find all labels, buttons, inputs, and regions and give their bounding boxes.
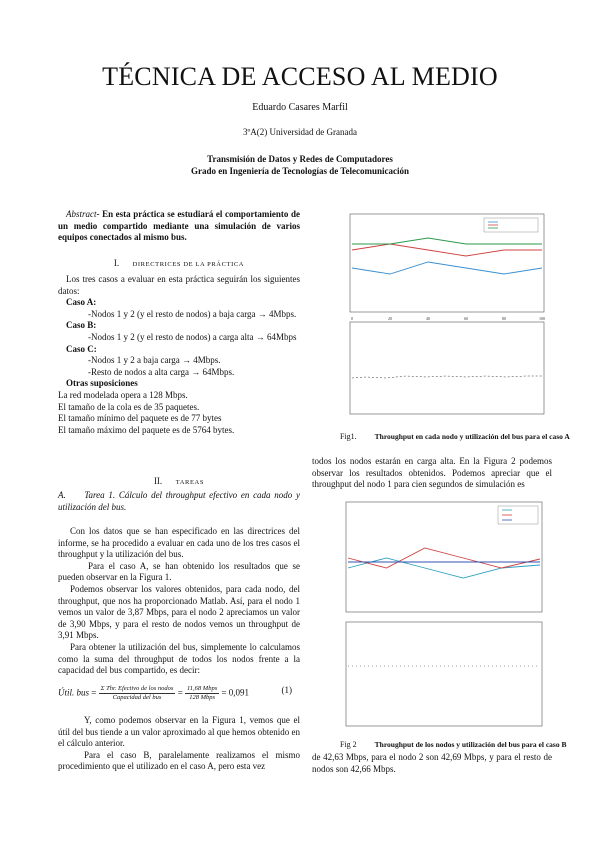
section-2-body bbox=[58, 526, 300, 677]
right-paragraph-1: todos los nodos estarán en carga alta. En la Figura 2 podemos observar los resultados obtenidos. Podemos apreciar que el throughput del nodo 1 para cien segundos de simulación es bbox=[312, 456, 552, 490]
fig2-caption-text: Throughput de los nodos y utilización del bus para el caso B bbox=[374, 740, 567, 749]
fig1-label: Fig1. bbox=[340, 432, 357, 441]
otras-label: Otras suposiciones bbox=[66, 378, 138, 389]
fig1-xtick-label: 100 bbox=[539, 316, 545, 321]
fig1-xtick-label: 0 bbox=[351, 316, 353, 321]
fig1-caption-text: Throughput en cada nodo y utilización del bus para el caso A bbox=[374, 432, 570, 441]
right-paragraph-2: de 42,63 Mbps, para el nodo 2 son 42,69 Mbps, y para el resto de nodos son 42,66 Mbps. bbox=[312, 752, 552, 774]
otras-item-2: El tamaño de la cola es de 35 paquetes. bbox=[58, 401, 200, 412]
eq-num-2: 11,68 Mbps bbox=[187, 685, 218, 692]
fig2-utilization-panel bbox=[346, 622, 542, 726]
course-line-1: Transmisión de Datos y Redes de Computadores bbox=[207, 154, 393, 164]
task-heading bbox=[58, 490, 300, 513]
figure-1-caption bbox=[340, 432, 570, 441]
fig1-utilization-panel bbox=[350, 322, 544, 414]
section-1-title: DIRECTRICES DE LA PRÁCTICA bbox=[132, 261, 245, 268]
section-1-body: Los tres casos a evaluar en esta práctica seguirán los siguientes datos: Caso A: -Nodos 1 y 2 (y el resto de nodos) a baja carga → 4Mbps. Caso B: -Nodos 1 y 2 (y el resto de nodos) a carga alta → 64Mbps Caso C: -Nodos 1 y 2 a baja carga → 4Mbps. -Resto de nodos a alta carga → 64Mbps. Otras suposiciones La red modelada opera a 128 Mbps. El tamaño de la cola es de 35 paquetes. El tamaño mínimo del paquete es de 77 bytes El tamaño máximo del paquete es de 5764 bytes. bbox=[58, 274, 300, 435]
task-title: Tarea 1. Cálculo del throughput efectivo en cada nodo y utilización del bus. bbox=[58, 490, 300, 512]
section-1-intro: Los tres casos a evaluar en esta práctica seguirán los siguientes datos: bbox=[58, 274, 300, 296]
paper-title: TÉCNICA DE ACCESO AL MEDIO bbox=[102, 62, 498, 91]
eq-fraction-1 bbox=[99, 685, 176, 702]
otras-item-1: La red modelada opera a 128 Mbps. bbox=[58, 389, 188, 400]
section-2-heading bbox=[58, 476, 300, 489]
course-info bbox=[0, 153, 600, 177]
abstract bbox=[58, 209, 300, 244]
fig2-label: Fig 2 bbox=[340, 740, 357, 749]
case-c-line-2: -Resto de nodos a alta carga → 64Mbps. bbox=[88, 366, 235, 377]
paragraph-5: Y, como podemos observar en la Figura 1, vemos que el útil del bus tiende a un valor aproximado al que hemos obtenido en el cálculo anterior. bbox=[58, 715, 300, 749]
case-c-label: Caso C bbox=[66, 343, 94, 354]
section-1-numeral: I. bbox=[113, 258, 120, 268]
otras-item-4: El tamaño máximo del paquete es de 5764 bytes. bbox=[58, 424, 235, 435]
eq-den-2: 128 Mbps bbox=[189, 694, 216, 701]
fig1-xtick-label: 80 bbox=[502, 316, 506, 321]
fig1-throughput-panel bbox=[350, 214, 545, 321]
abstract-label: Abstract bbox=[66, 209, 97, 219]
case-c-line-1: -Nodos 1 y 2 a baja carga → 4Mbps. bbox=[88, 355, 221, 366]
course-line-2: Grado en Ingeniería de Tecnologías de Telecomunicación bbox=[190, 166, 409, 176]
case-b-label: Caso B bbox=[66, 320, 94, 331]
abstract-text: - En esta práctica se estudiará el comportamiento de un medio compartido mediante una simulación de varios equipos conectados al mismo bus. bbox=[58, 209, 300, 243]
eq-num-1: Σ Thr. Efectivo de los nodos bbox=[100, 685, 174, 692]
section-2-body-2 bbox=[58, 715, 300, 773]
eq-den-1: Capacidad del bus bbox=[112, 694, 162, 701]
author-name: Eduardo Casares Marfil bbox=[252, 102, 348, 113]
eq-lhs: Útil. bus bbox=[58, 687, 90, 698]
fig1-xtick-label: 40 bbox=[426, 316, 430, 321]
paragraph-2: Para el caso A, se han obtenido los resultados que se pueden observar en la Figura 1. bbox=[58, 560, 300, 583]
paragraph-3: Podemos observar los valores obtenidos, para cada nodo, del throughput, que nos ha proporcionado Matlab. Así, para el nodo 1 vemos un valor de 3,87 Mbps, para el nodo 2 apreciamos un valor de 3,90 Mbps, y para el resto de nodos vemos un throughput de 3,91 Mbps. bbox=[58, 583, 300, 641]
eq-result: = 0,091 bbox=[221, 687, 250, 698]
figure-2-caption bbox=[340, 740, 566, 749]
eq-fraction-2 bbox=[185, 685, 219, 702]
figure-2-chart bbox=[330, 498, 550, 730]
fig1-xtick-label: 20 bbox=[388, 316, 392, 321]
case-a-line: -Nodos 1 y 2 (y el resto de nodos) a baja carga → 4Mbps. bbox=[88, 308, 297, 319]
fig2-throughput-panel bbox=[346, 502, 542, 612]
affiliation: 3ºA(2) Universidad de Granada bbox=[243, 127, 357, 137]
case-b-line: -Nodos 1 y 2 (y el resto de nodos) a carga alta → 64Mbps bbox=[88, 331, 297, 342]
paragraph-1: Con los datos que se han especificado en las directrices del informe, se ha procedido a evaluar en cada uno de los tres casos el throughput y la utilización del bus. bbox=[58, 526, 300, 560]
figure-1-chart bbox=[336, 210, 550, 420]
fig1-xtick-label: 60 bbox=[464, 316, 468, 321]
paragraph-4: Para obtener la utilización del bus, simplemente lo calculamos como la suma del throughput de todos los nodos frente a la capacidad del bus compartido, es decir: bbox=[58, 641, 300, 676]
otras-item-3: El tamaño mínimo del paquete es de 77 bytes bbox=[58, 413, 222, 424]
case-a-label: Caso A bbox=[66, 297, 94, 308]
task-label: A. bbox=[58, 490, 66, 500]
section-2-title: TAREAS bbox=[175, 479, 205, 486]
equation-1: Útil. bus = $\frac{\text{Σ Thr. Efectivo de los nodos}}{\text{Capacidad del bus}}$ = $\frac{\text{11,68 Mbps}}{\text{128 Mbps}}$ = 0,091 (1) bbox=[58, 685, 292, 701]
paragraph-6: Para el caso B, paralelamente realizamos el mismo procedimiento que el utilizado en el caso A, pero esta vez bbox=[58, 749, 300, 772]
section-1-heading bbox=[58, 258, 300, 271]
section-2-numeral: II. bbox=[153, 476, 163, 486]
eq-number: (1) bbox=[281, 685, 292, 695]
